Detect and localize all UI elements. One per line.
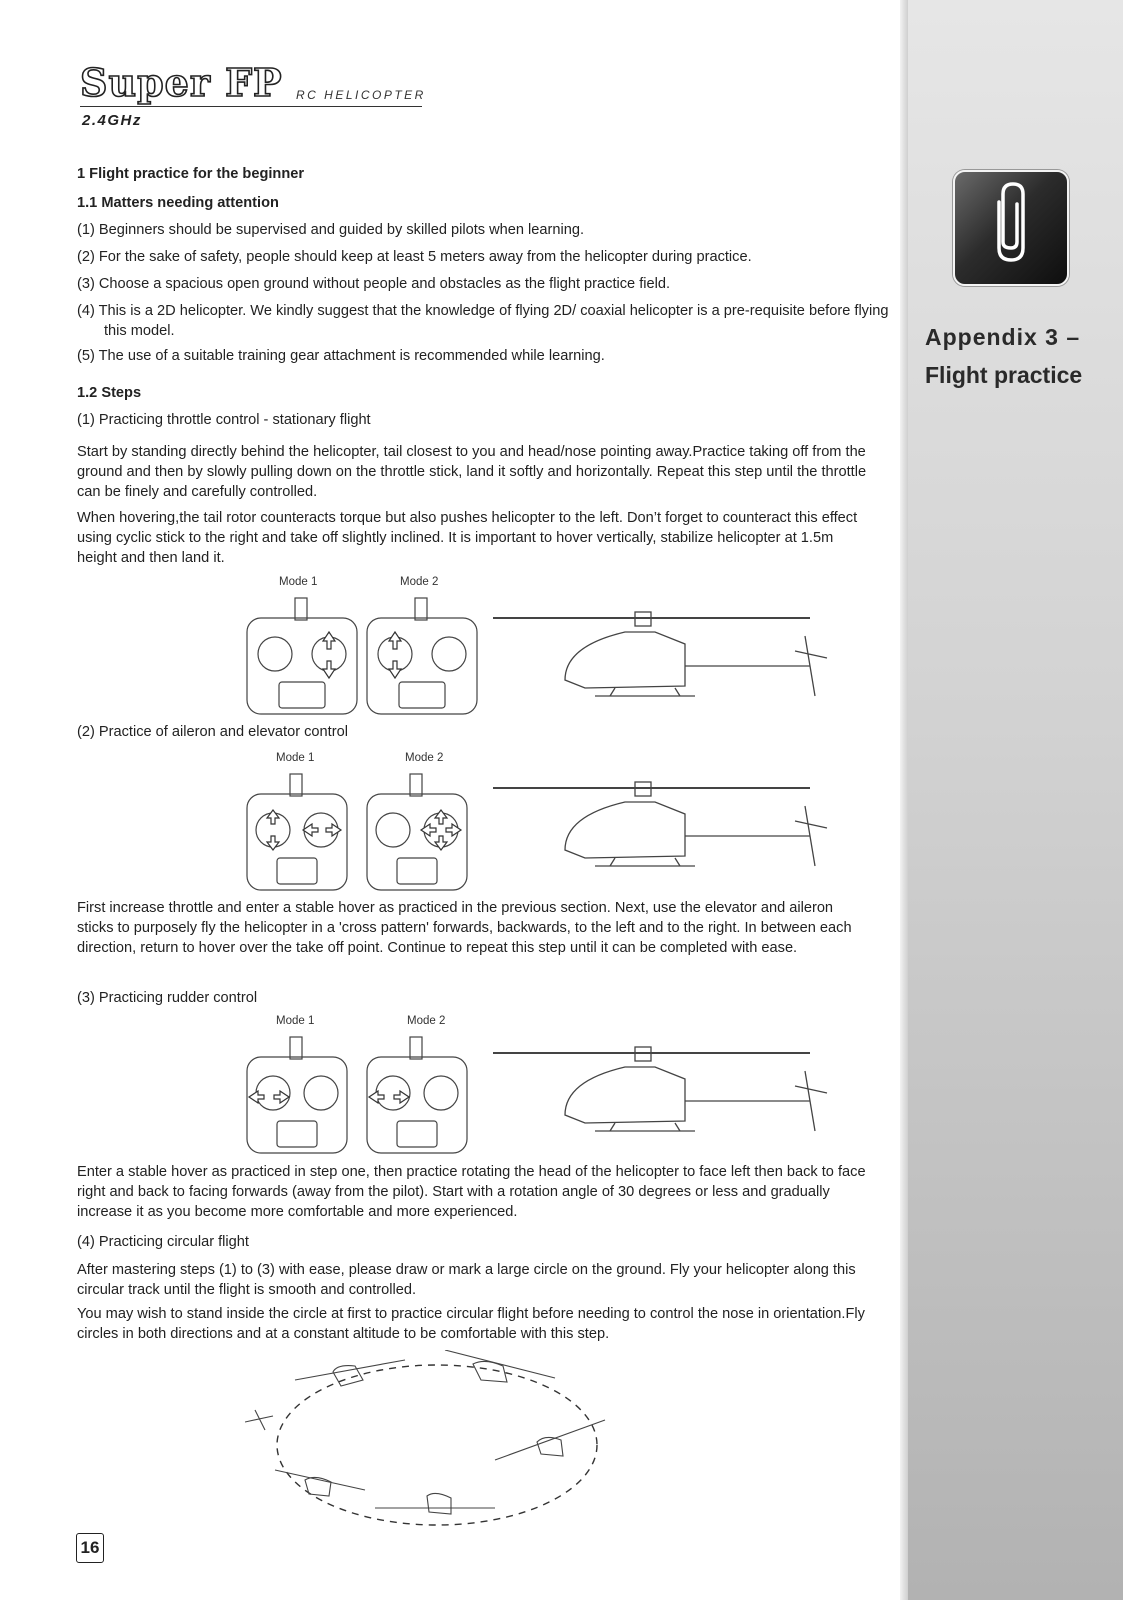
attention-item-3: (3) Choose a spacious open ground without people and obstacles as the flight practice field. xyxy=(77,276,671,292)
step-4-paragraph-1: After mastering steps (1) to (3) with ease, please draw or mark a large circle on the ground. Fly your helicopter along this circular track until the flight is smooth and controlled. xyxy=(77,1262,856,1298)
page-number: 16 xyxy=(76,1533,104,1563)
heading-beginner: 1 Flight practice for the beginner xyxy=(77,166,305,182)
figure1-mode1-label: Mode 1 xyxy=(279,576,318,588)
step-4-paragraph-2: You may wish to stand inside the circle at first to practice circular flight before needing to control the nose in orientation.Fly circles in both directions and at a constant altitude to be comfortable with this step. xyxy=(77,1306,865,1342)
step-1-paragraph-2: When hovering,the tail rotor counteracts torque but also pushes helicopter to the left. Don’t forget to counteract this effect using cyclic stick to the right and take off slightly inclined. It is important to hover vertically, stabilize helicopter at 1.5m height and then land it. xyxy=(77,510,858,566)
appendix-title-line1: Appendix 3 – xyxy=(925,324,1081,350)
step-3-title: (3) Practicing rudder control xyxy=(77,990,258,1006)
appendix-title xyxy=(925,318,1105,394)
sidebar-edge xyxy=(900,0,908,1600)
figure1-throttle-diagram xyxy=(245,596,855,716)
rudder-arrow-icon xyxy=(249,1091,409,1103)
helicopter-top-icon xyxy=(245,1350,605,1514)
helicopter-side-icon xyxy=(493,1047,827,1131)
heading-steps: 1.2 Steps xyxy=(77,385,142,401)
appendix-title-line2: Flight practice xyxy=(925,362,1083,388)
figure3-mode2-label: Mode 2 xyxy=(407,1015,446,1027)
brand-subtitle: RC HELICOPTER xyxy=(296,88,426,102)
figure3-mode1-label: Mode 1 xyxy=(276,1015,315,1027)
helicopter-side-icon xyxy=(493,612,827,696)
figure2-mode1-label: Mode 1 xyxy=(276,752,315,764)
attention-item-1: (1) Beginners should be supervised and guided by skilled pilots when learning. xyxy=(77,222,585,238)
brand-name: Super FP xyxy=(80,60,283,105)
step-2-paragraph: First increase throttle and enter a stable hover as practiced in the previous section. Next, use the elevator and aileron sticks to purposely fly the helicopter in a 'cross pattern' forwards, backwards, to the left and to the right. In between each direction, return to hover over the take off point. Continue to repeat this step until it can be completed with ease. xyxy=(77,900,852,956)
paperclip-icon xyxy=(953,170,1069,286)
figure4-circular-flight-diagram xyxy=(245,1350,635,1540)
brand-frequency: 2.4GHz xyxy=(82,112,142,129)
figure3-rudder-diagram xyxy=(245,1035,855,1155)
attention-item-4: (4) This is a 2D helicopter. We kindly suggest that the knowledge of flying 2D/ coaxial helicopter is a pre-requisite before flying this model. xyxy=(77,303,889,339)
step-2-title: (2) Practice of aileron and elevator control xyxy=(77,724,348,740)
circular-track xyxy=(277,1365,597,1525)
attention-item-5: (5) The use of a suitable training gear attachment is recommended while learning. xyxy=(77,348,605,364)
step-1-title: (1) Practicing throttle control - stationary flight xyxy=(77,412,371,428)
attention-item-2: (2) For the sake of safety, people should keep at least 5 meters away from the helicopter during practice. xyxy=(77,249,752,265)
brand-underline xyxy=(80,106,422,107)
step-4-title: (4) Practicing circular flight xyxy=(77,1234,249,1250)
figure2-mode2-label: Mode 2 xyxy=(405,752,444,764)
throttle-arrow-icon xyxy=(323,632,401,678)
heading-attention: 1.1 Matters needing attention xyxy=(77,195,279,211)
helicopter-side-icon xyxy=(493,782,827,866)
transmitter-mode2-icon xyxy=(367,598,477,714)
transmitter-mode1-icon xyxy=(247,598,357,714)
figure1-mode2-label: Mode 2 xyxy=(400,576,439,588)
step-3-paragraph: Enter a stable hover as practiced in step one, then practice rotating the head of the helicopter to face left then back to face right and back to facing forwards (away from the pilot). Start with a rotation angle of 30 degrees or less and gradually increase it as you become more comfortable and more experienced. xyxy=(77,1164,866,1220)
step-1-paragraph-1: Start by standing directly behind the helicopter, tail closest to you and head/nose pointing away.Practice taking off from the ground and then by slowly pulling down on the throttle stick, land it softly and horizontally. Repeat this step until the throttle can be finely and carefully controlled. xyxy=(77,444,867,500)
figure2-aileron-elevator-diagram xyxy=(245,772,855,892)
